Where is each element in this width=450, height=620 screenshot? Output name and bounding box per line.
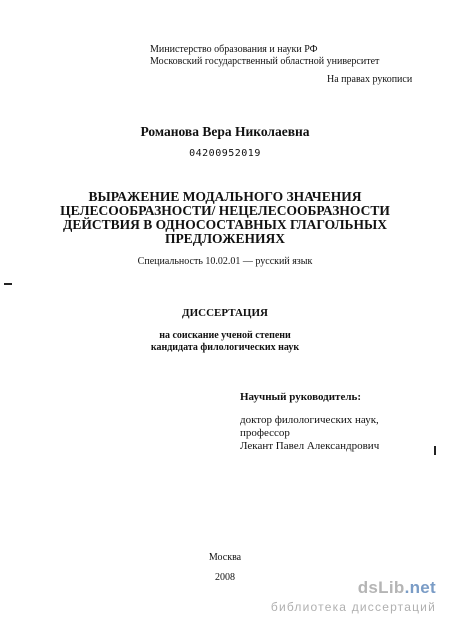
title-line-2: ЦЕЛЕСООБРАЗНОСТИ/ НЕЦЕЛЕСООБРАЗНОСТИ [60,203,390,218]
document-type: ДИССЕРТАЦИЯ [182,307,268,319]
manuscript-rights-note: На правах рукописи [327,74,413,85]
supervisor-heading: Научный руководитель: [240,391,361,403]
city: Москва [208,552,242,563]
title-line-3: ДЕЙСТВИЯ В ОДНОСОСТАВНЫХ ГЛАГОЛЬНЫХ [63,217,387,232]
year: 2008 [215,572,235,583]
specialty-line: Специальность 10.02.01 — русский язык [137,256,313,267]
ministry-name: Министерство образования и науки РФ [150,44,318,55]
watermark-subtitle: библиотека диссертаций [270,600,436,614]
catalog-number: 04200952019 [189,148,261,159]
degree-statement [0,330,450,354]
degree-line-2: кандидата филологических наук [150,342,300,353]
scan-mark-left [4,283,12,285]
watermark [271,578,436,614]
supervisor-rank: профессор [240,427,290,439]
author-name: Романова Вера Николаевна [140,124,310,139]
title-line-1: ВЫРАЖЕНИЕ МОДАЛЬНОГО ЗНАЧЕНИЯ [88,189,362,204]
supervisor-name: Лекант Павел Александрович [240,440,380,452]
ministry-header [150,44,379,68]
supervisor-degree: доктор филологических наук, [240,414,379,426]
supervisor-details [240,414,379,453]
watermark-logo-domain: .net [404,578,436,597]
university-name: Московский государственный областной университет [150,56,380,67]
dissertation-title [0,190,450,246]
degree-line-1: на соискание ученой степени [159,330,291,341]
watermark-logo-main: dsLib [357,578,405,597]
scan-mark-right [434,446,436,455]
watermark-logo [271,578,436,598]
title-line-4: ПРЕДЛОЖЕНИЯХ [164,231,286,246]
